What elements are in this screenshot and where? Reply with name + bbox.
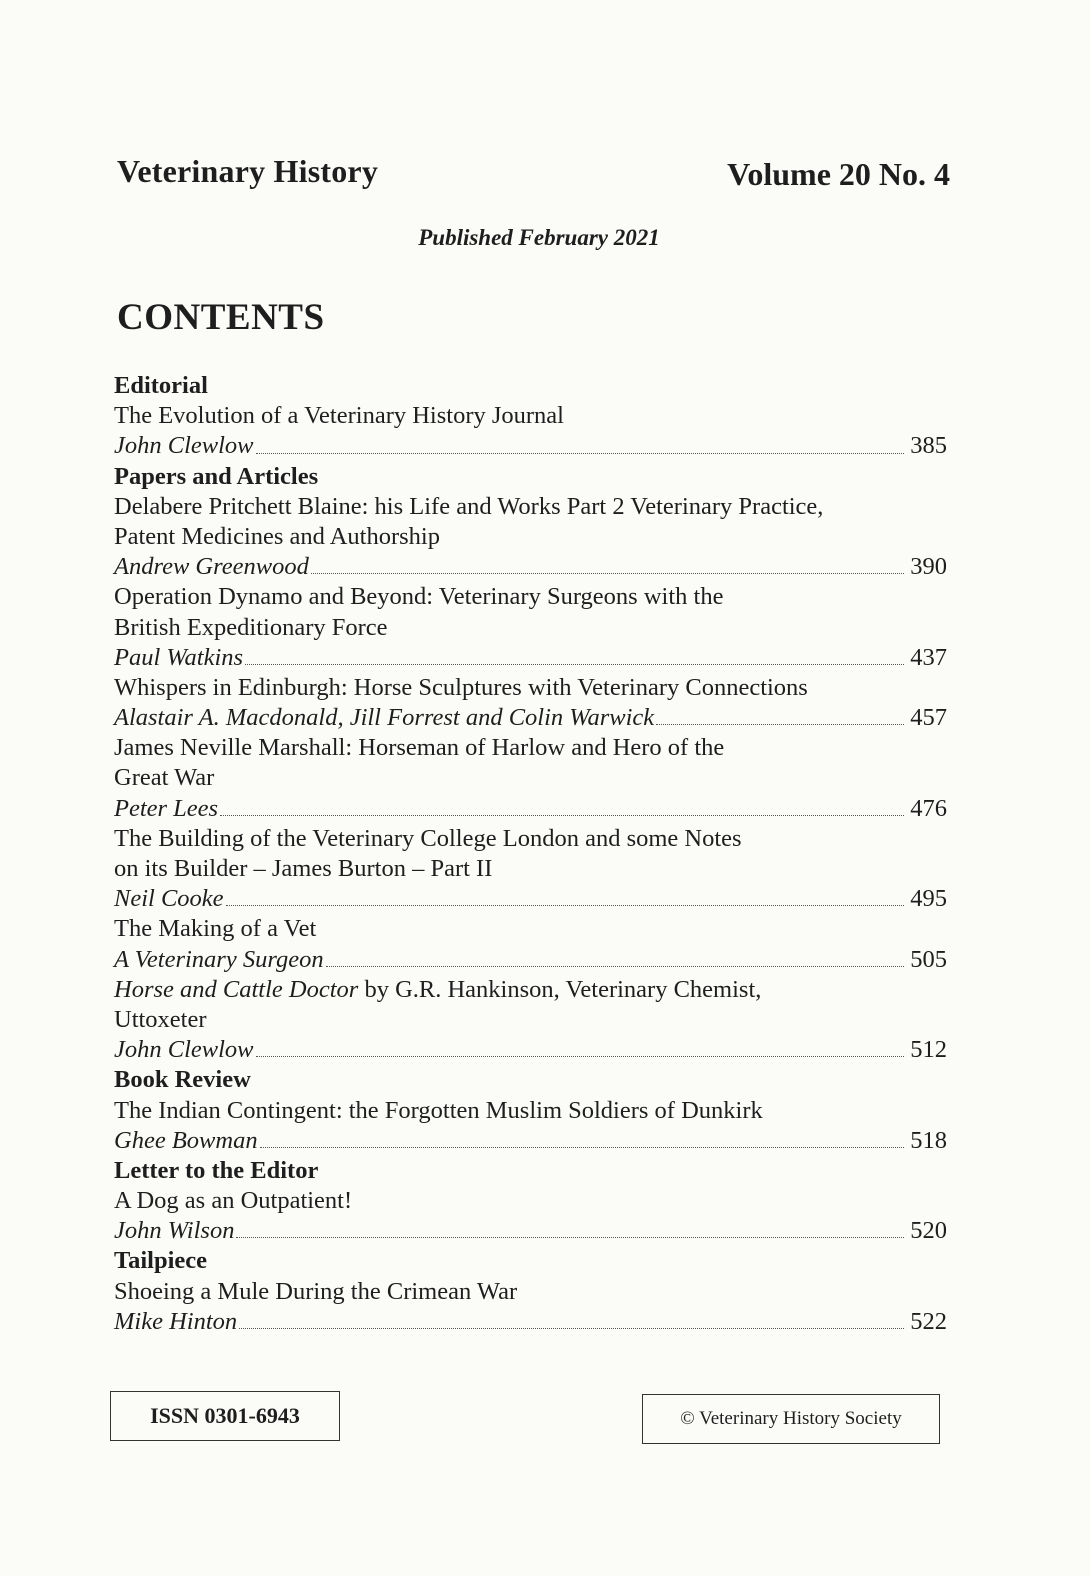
page-number: 437 — [910, 643, 947, 671]
author-name: Paul Watkins — [114, 643, 244, 671]
section-heading: Tailpiece — [114, 1247, 208, 1275]
page-number: 390 — [910, 553, 947, 581]
article-title: A Dog as an Outpatient! — [114, 1187, 353, 1215]
author-row — [114, 945, 947, 975]
author-row — [114, 1035, 947, 1065]
article-title: Great War — [114, 764, 215, 792]
author-row — [114, 1216, 947, 1246]
article-title: The Indian Contingent: the Forgotten Muslim Soldiers of Dunkirk — [114, 1096, 763, 1124]
article-title: The Evolution of a Veterinary History Journal — [114, 402, 564, 430]
volume-number: Volume 20 No. 4 — [727, 156, 950, 192]
article-title: on its Builder – James Burton – Part II — [114, 855, 493, 882]
page-number: 495 — [910, 885, 947, 913]
author-row — [114, 1307, 947, 1337]
author-name: A Veterinary Surgeon — [114, 945, 324, 973]
author-name: Peter Lees — [114, 794, 219, 822]
page-number: 505 — [910, 945, 947, 973]
copyright-box: © Veterinary History Society — [642, 1394, 940, 1444]
section-heading: Letter to the Editor — [114, 1156, 319, 1184]
section-heading: Papers and Articles — [114, 462, 319, 490]
dot-leader — [226, 905, 904, 906]
author-row — [114, 884, 947, 914]
dot-leader — [220, 815, 904, 816]
dot-leader — [256, 453, 904, 454]
article-title: Whispers in Edinburgh: Horse Sculptures with Veterinary Connections — [114, 673, 808, 701]
dot-leader — [326, 966, 904, 967]
author-row — [114, 703, 947, 733]
author-name: John Wilson — [114, 1217, 235, 1245]
article-title: Operation Dynamo and Beyond: Veterinary Surgeons with the — [114, 583, 724, 611]
article-title: James Neville Marshall: Horseman of Harlow and Hero of the — [114, 734, 725, 762]
journal-title: Veterinary History — [117, 153, 379, 189]
table-of-contents — [114, 371, 947, 1337]
author-row — [114, 552, 947, 582]
dot-leader — [311, 573, 904, 574]
article-title: Uttoxeter — [114, 1005, 207, 1033]
dot-leader — [260, 1147, 904, 1148]
author-row — [114, 1126, 947, 1156]
article-title: British Expeditionary Force — [114, 613, 388, 641]
article-title-italic: Horse and Cattle Doctor — [114, 975, 359, 1003]
article-title: The Building of the Veterinary College London and some Notes — [114, 824, 742, 852]
contents-heading: CONTENTS — [117, 297, 325, 338]
page-number: 385 — [910, 432, 947, 460]
article-title: Patent Medicines and Authorship — [114, 522, 440, 550]
author-row — [114, 794, 947, 824]
article-title: Delabere Pritchett Blaine: his Life and Works Part 2 Veterinary Practice, — [114, 492, 824, 520]
dot-leader — [245, 664, 904, 665]
section-heading: Editorial — [114, 372, 208, 399]
page-number: 518 — [910, 1126, 947, 1154]
author-name: Neil Cooke — [114, 885, 224, 913]
issn-box: ISSN 0301-6943 — [110, 1391, 340, 1441]
page-number: 522 — [910, 1307, 947, 1335]
author-name: Ghee Bowman — [114, 1126, 258, 1154]
article-title: Shoeing a Mule During the Crimean War — [114, 1277, 518, 1305]
dot-leader — [656, 724, 904, 725]
dot-leader — [256, 1056, 904, 1057]
publication-date: Published February 2021 — [418, 225, 660, 250]
section-heading: Book Review — [114, 1066, 251, 1094]
dot-leader — [236, 1237, 904, 1238]
page-number: 512 — [910, 1036, 947, 1064]
author-row — [114, 643, 947, 673]
page-number: 457 — [910, 704, 947, 732]
page-number: 476 — [910, 794, 947, 822]
author-name: Alastair A. Macdonald, Jill Forrest and Colin Warwick — [114, 704, 655, 732]
page-number: 520 — [910, 1217, 947, 1245]
author-name: Mike Hinton — [114, 1307, 238, 1335]
article-title: The Making of a Vet — [114, 915, 317, 943]
author-row — [114, 431, 947, 461]
article-title: Horse and Cattle Doctor by G.R. Hankinson, Veterinary Chemist, — [114, 975, 762, 1003]
dot-leader — [239, 1328, 904, 1329]
author-name: John Clewlow — [114, 1036, 254, 1064]
author-name: Andrew Greenwood — [114, 553, 309, 581]
author-name: John Clewlow — [114, 432, 254, 460]
